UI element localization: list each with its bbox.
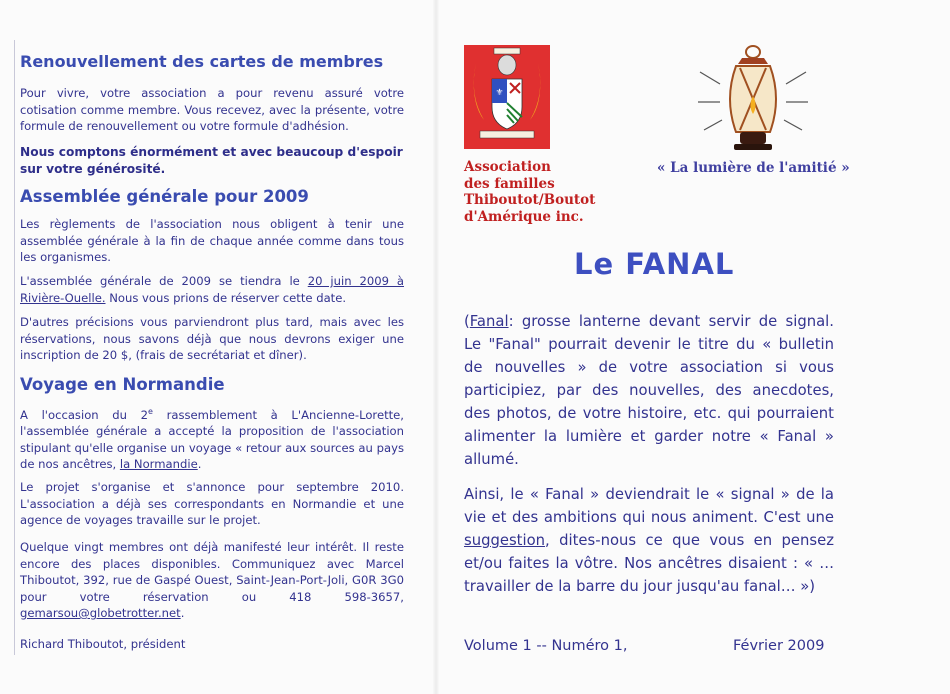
assembly-paragraph-1: Les règlements de l'association nous obligent à tenir une assemblée générale à la fin de chaque année comme dans tous les organismes.	[20, 217, 404, 264]
trip-paragraph-3	[20, 539, 404, 622]
renewal-appeal: Nous comptons énormément et avec beaucoup d'espoir sur votre générosité.	[20, 145, 403, 176]
trip-paragraph-2: Le projet s'organise et s'annonce pour septembre 2010. L'association a déjà ses correspondants en Normandie et une agence de voyages travaille sur le projet.	[20, 480, 404, 527]
fanal-definition: (Fanal: grosse lanterne devant servir de signal. Le "Fanal" pourrait devenir le titre du « bulletin de nouvelles » de votre association si vous participiez, par des nouvelles, des anecdotes, des photos, de votre histoire, etc. qui pourraient alimenter la lumière et garder notre « Fanal » allumé.	[464, 313, 834, 468]
trip-p1-part-b: rassemblement à L'Ancienne-Lorette, l'assemblée générale a accepté la proposition de l'association stipulant qu'elle organise un voyage « retour aux sources au pays de nos ancêtres,	[20, 407, 404, 472]
contact-email-link[interactable]: gemarsou@globetrotter.net	[20, 606, 181, 620]
lantern-icon	[698, 44, 808, 152]
assembly-date-link: 20 juin 2009 à Rivière-Ouelle.	[20, 274, 404, 305]
trip-p1-part-a: A l'occasion du 2	[20, 407, 149, 422]
issue-date: Février 2009	[733, 638, 825, 654]
suggestion-text-a: Ainsi, le « Fanal » deviendrait le « signal » de la vie et des ambitions qui nous animent. C'est une	[464, 486, 834, 526]
association-line-1: Association	[464, 159, 551, 175]
coat-of-arms-icon	[464, 45, 550, 149]
volume-number: Volume 1 -- Numéro 1,	[464, 638, 628, 654]
assembly-heading: Assemblée générale pour 2009	[20, 187, 309, 206]
assembly-date-end: Nous vous prions de réserver cette date.	[105, 290, 347, 305]
renewal-heading: Renouvellement des cartes de membres	[20, 52, 384, 71]
motto: « La lumière de l'amitié »	[657, 160, 850, 176]
assembly-date-intro: L'assemblée générale de 2009 se tiendra le	[20, 274, 308, 288]
svg-text:⚜: ⚜	[495, 88, 504, 98]
left-column-border	[14, 40, 15, 655]
signature: Richard Thiboutot, président	[20, 637, 186, 651]
assembly-paragraph-3: D'autres précisions vous parviendront plus tard, mais avec les réservations, nous savons déjà que nous devrons exiger une inscription de 20 $, (frais de secrétariat et dîner).	[20, 315, 404, 362]
suggestion-paragraph	[464, 483, 834, 598]
fanal-word: Fanal	[469, 313, 509, 330]
association-name	[464, 159, 595, 225]
trip-contact-text: Quelque vingt membres ont déjà manifesté leur intérêt. Il reste encore des places disponibles. Communiquez avec Marcel Thiboutot, 392, rue de Gaspé Ouest, Saint-Jean-Port-Joli, G0R 3G0 pour votre réservation ou 418 598-3657,	[20, 540, 404, 604]
trip-heading: Voyage en Normandie	[20, 375, 225, 394]
suggestion-text-b: , dites-nous ce que vous en pensez et/ou faites la vôtre. Nos ancêtres disaient : « …travailler de la barre du jour jusqu'au fanal… »)	[464, 532, 834, 595]
newsletter-title: Le FANAL	[574, 247, 735, 281]
page-fold	[432, 0, 440, 694]
trip-p1-sup: e	[148, 407, 153, 416]
trip-p1-part-c: .	[197, 457, 202, 472]
suggestion-word: suggestion	[464, 532, 546, 549]
association-line-4: d'Amérique inc.	[464, 208, 584, 225]
renewal-paragraph: Pour vivre, votre association a pour revenu assuré votre cotisation comme membre. Vous recevez, avec la présente, votre formule de renouvellement ou votre formule d'adhésion.	[20, 86, 404, 133]
association-line-2: des familles	[464, 175, 555, 192]
association-line-3: Thiboutot/Boutot	[464, 192, 596, 208]
normandie-link: la Normandie	[119, 457, 198, 472]
fanal-definition-text: : grosse lanterne devant servir de signal. Le "Fanal" pourrait devenir le titre du « bulletin de nouvelles » de votre association si vous participiez, par des nouvelles, des anecdotes, des photos, de votre histoire, etc. qui pourraient alimenter la lumière et garder notre « Fanal » allumé.	[464, 313, 834, 468]
assembly-paragraph-2	[20, 273, 404, 306]
trip-contact-end: .	[180, 606, 185, 620]
trip-paragraph-1	[20, 404, 404, 473]
